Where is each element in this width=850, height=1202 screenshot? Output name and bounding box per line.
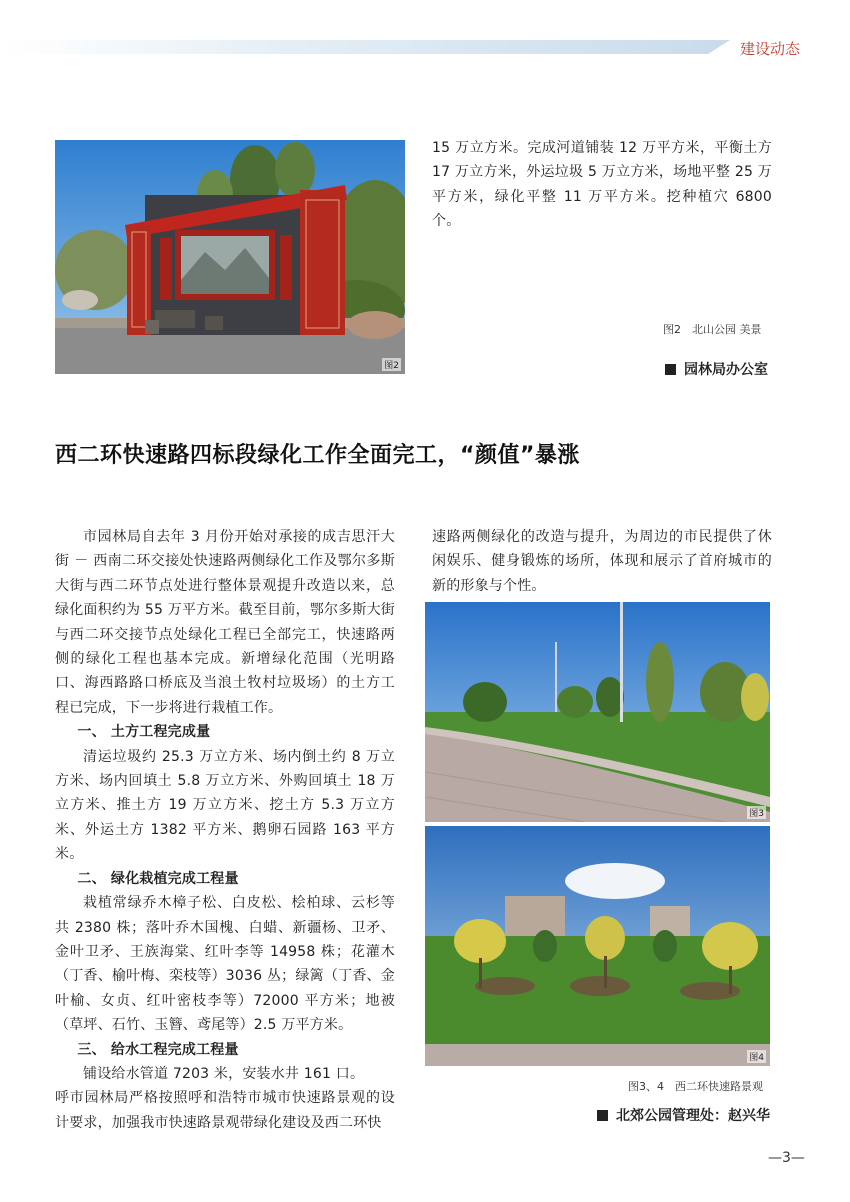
article-title: 西二环快速路四标段绿化工作全面完工，“颜值”暴涨 [55,443,580,468]
author-credit [665,359,768,379]
page-number: —3— [768,1150,805,1166]
photo-tag: 图2 [382,358,401,371]
square-bullet-icon [665,364,676,375]
section-heading: 一、 土方工程完成量 [77,724,211,741]
square-bullet-icon [597,1110,608,1121]
photo-expressway-landscape-2 [425,826,770,1066]
author-name: 园林局办公室 [684,362,768,378]
section-label: 建设动态 [740,40,801,58]
photo-beishan-park [55,140,405,374]
author-name: 北郊公园管理处：赵兴华 [616,1108,770,1124]
continuation-paragraph: 15 万立方米。完成河道铺装 12 万平方米，平衡土方 17 万立方米，外运垃圾 5 万立方米，场地平整 25 万平方米，绿化平整 11 万平方米。挖种植穴 6800 个。 [432,140,772,230]
section-heading: 三、 给水工程完成工程量 [77,1041,239,1058]
paragraph: 市园林局自去年 3 月份开始对承接的成吉思汗大街 － 西南二环交接处快速路两侧绿化工作及鄂尔多斯大街与西二环节点处进行整体景观提升改造以来，总绿化面积约为 55 万平方米。截至目前，鄂尔多斯大街与西二环交接节点处绿化工程已全部完工，快速路两侧的绿化工程也基本完成。新增绿化范围（光明路口、海西路路口桥底及当浪土牧村垃圾场）的土方工程已完成，下一步将进行栽植工作。 [55,529,395,716]
paragraph: 速路两侧绿化的改造与提升，为周边的市民提供了休闲娱乐、健身锻炼的场所，体现和展示了首府城市的新的形象与个性。 [432,529,772,594]
paragraph: 清运垃圾约 25.3 万立方米、场内倒土约 8 万立方米、场内回填土 5.8 万立方米、外购回填土 18 万立方米、推土方 19 万立方米、挖土方 5.3 万立方米、外运土方 1382 平方米、鹅卵石园路 163 平方米。 [55,748,395,863]
header-gradient-bar [0,40,730,54]
photo-tag: 图3 [747,806,766,819]
section-heading: 二、 绿化栽植完成工程量 [77,870,239,887]
paragraph: 栽植常绿乔木樟子松、白皮松、桧柏球、云杉等共 2380 株；落叶乔木国槐、白蜡、新疆杨、卫矛、金叶卫矛、王族海棠、红叶李等 14958 株；花灌木（丁香、榆叶梅、栾枝等）3036 丛；绿篱（丁香、金叶榆、女贞、红叶密枝李等）72000 平方米；地被（草坪、石竹、玉簪、鸢尾等）2.5 万平方米。 [55,895,395,1034]
paragraph: 呼市园林局严格按照呼和浩特市城市快速路景观的设计要求，加强我市快速路景观带绿化建设及西二环快 [55,1090,395,1131]
paragraph: 铺设给水管道 7203 米，安装水井 161 口。 [83,1065,365,1082]
figure-caption: 图3、4 西二环快速路景观 [628,1080,763,1093]
author-credit [597,1105,770,1125]
figure-caption: 图2 北山公园 美景 [663,323,762,336]
photo-expressway-landscape-1 [425,602,770,822]
photo-tag: 图4 [747,1050,766,1063]
left-column [55,525,395,1135]
